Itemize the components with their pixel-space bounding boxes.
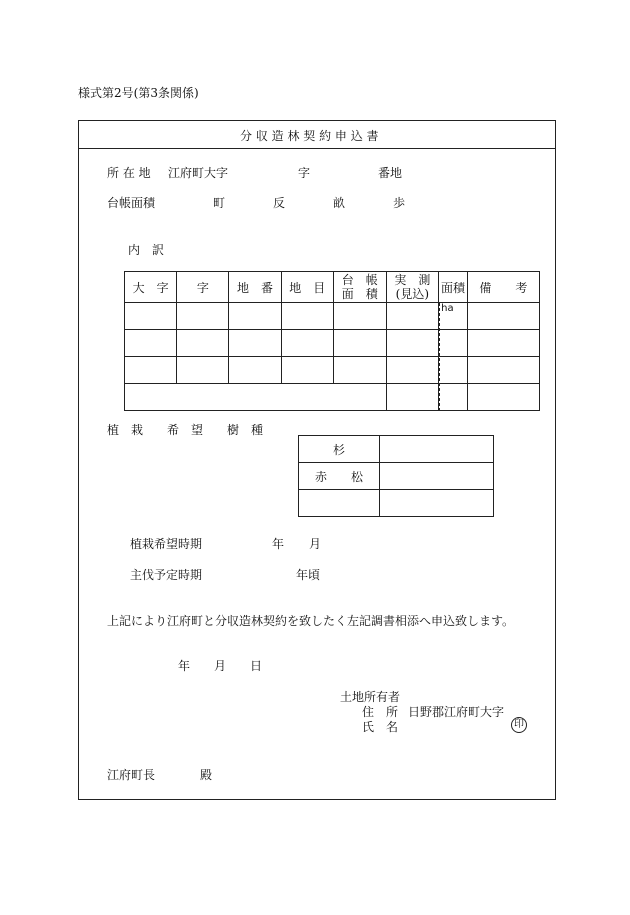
banchi-label: 番地	[378, 166, 403, 180]
header-area: 面積	[439, 272, 468, 303]
owner-label: 土地所有者	[340, 690, 401, 704]
aza-label: 字	[298, 166, 311, 180]
harvest-period-label: 主伐予定時期	[130, 568, 203, 582]
breakdown-label: 内 訳	[128, 243, 165, 257]
harvest-year-approx: 年頃	[296, 568, 321, 582]
table-cell[interactable]	[439, 384, 468, 411]
date-year: 年	[178, 659, 191, 673]
town-prefix: 江府町大字	[168, 166, 229, 180]
location-label: 所 在 地	[107, 166, 151, 180]
table-cell[interactable]	[467, 384, 539, 411]
header-chimoku: 地 目	[281, 272, 333, 303]
ledger-area-label: 台帳面積	[107, 196, 156, 210]
table-cell[interactable]	[125, 357, 177, 384]
table-cell[interactable]	[386, 330, 439, 357]
table-cell[interactable]	[333, 303, 386, 330]
table-total-cell[interactable]	[125, 384, 387, 411]
header-ledger-area: 台 帳 面 積	[333, 272, 386, 303]
table-cell[interactable]	[125, 303, 177, 330]
honorific: 殿	[200, 768, 213, 782]
header-oaza: 大 字	[125, 272, 177, 303]
header-survey: 実 測 (見込)	[386, 272, 439, 303]
unit-cho: 町	[213, 196, 226, 210]
table-cell[interactable]	[467, 357, 539, 384]
table-cell[interactable]	[467, 330, 539, 357]
table-cell[interactable]	[177, 357, 229, 384]
table-cell[interactable]	[229, 357, 281, 384]
table-cell[interactable]	[281, 330, 333, 357]
table-cell[interactable]	[467, 303, 539, 330]
breakdown-table	[124, 271, 540, 411]
table-cell[interactable]	[439, 330, 468, 357]
address-value: 日野郡江府町大字	[408, 705, 505, 719]
form-number: 様式第2号(第3条関係)	[78, 86, 199, 100]
table-cell[interactable]	[386, 303, 439, 330]
table-cell[interactable]	[333, 330, 386, 357]
planting-period-label: 植栽希望時期	[130, 537, 203, 551]
unit-bu: 歩	[393, 196, 406, 210]
table-cell[interactable]	[229, 330, 281, 357]
table-cell[interactable]	[229, 303, 281, 330]
table-cell[interactable]	[380, 436, 494, 463]
header-aza: 字	[177, 272, 229, 303]
table-cell[interactable]	[380, 490, 494, 517]
planting-month: 月	[309, 537, 322, 551]
addressee: 江府町長	[107, 768, 156, 782]
form-title: 分 収 造 林 契 約 申 込 書	[240, 129, 379, 143]
table-cell[interactable]	[281, 357, 333, 384]
table-cell[interactable]	[386, 357, 439, 384]
table-cell[interactable]	[125, 330, 177, 357]
application-statement: 上記により江府町と分収造林契約を致したく左記調書相添へ申込致します。	[107, 614, 515, 628]
species-cell: 赤 松	[299, 463, 380, 490]
table-cell[interactable]	[177, 330, 229, 357]
seal-mark: 印	[511, 717, 527, 733]
area-dashed-line	[439, 303, 440, 411]
planting-species-label: 植 栽 希 望 樹 種	[107, 423, 264, 437]
species-cell	[299, 490, 380, 517]
date-month: 月	[214, 659, 227, 673]
table-cell[interactable]	[177, 303, 229, 330]
table-cell[interactable]	[386, 384, 439, 411]
address-label: 住 所	[362, 705, 399, 719]
name-label: 氏 名	[362, 720, 399, 734]
table-cell[interactable]	[439, 303, 468, 330]
unit-tan: 反	[273, 196, 286, 210]
table-cell[interactable]	[281, 303, 333, 330]
header-remarks: 備 考	[467, 272, 539, 303]
unit-se: 畝	[333, 196, 346, 210]
title-divider	[78, 148, 556, 149]
table-cell[interactable]	[439, 357, 468, 384]
planting-year: 年	[272, 537, 285, 551]
table-cell[interactable]	[333, 357, 386, 384]
header-chiban: 地 番	[229, 272, 281, 303]
date-day: 日	[250, 659, 263, 673]
table-cell[interactable]	[380, 463, 494, 490]
species-table	[298, 435, 494, 517]
unit-ha: ha	[441, 303, 454, 314]
species-cell: 杉	[299, 436, 380, 463]
